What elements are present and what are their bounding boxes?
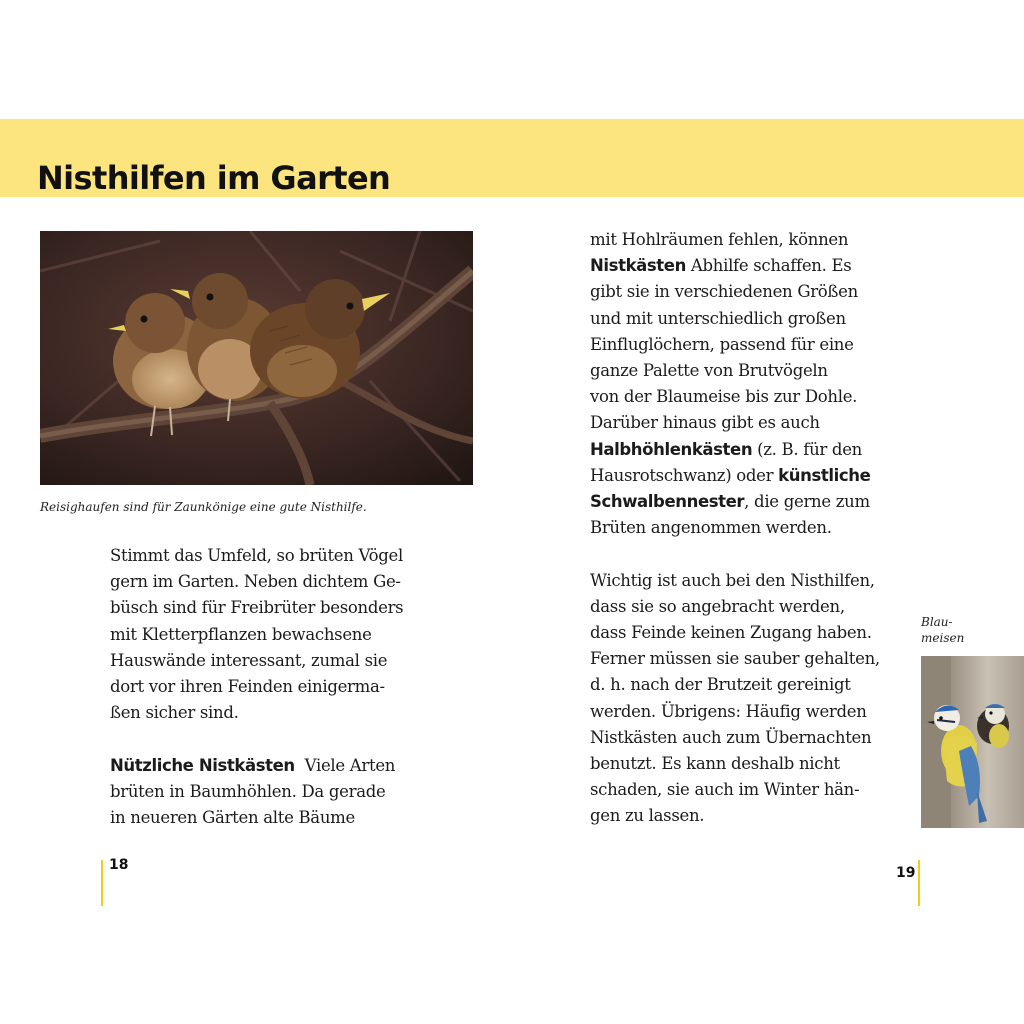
page-number-left: 18 xyxy=(109,857,129,873)
side-photo-label xyxy=(921,614,964,646)
text-line: Wichtig ist auch bei den Nisthilfen, xyxy=(590,570,875,590)
text-run: Abhilfe schaffen. Es xyxy=(685,256,852,276)
text-line xyxy=(590,253,920,279)
blue-tits-photo xyxy=(921,656,1024,828)
text-line: schaden, sie auch im Winter hän- xyxy=(590,780,860,800)
text-line xyxy=(590,463,920,489)
text-line: ganze Palette von Brutvögeln xyxy=(590,361,828,381)
text-line: Brüten angenommen werden. xyxy=(590,518,832,538)
text-line: mit Kletterpflanzen bewachsene xyxy=(110,624,372,644)
text-line: und mit unterschiedlich großen xyxy=(590,308,846,328)
keyword-schwalbennester: Schwalbennester xyxy=(590,492,745,512)
text-run: Viele Arten xyxy=(304,755,396,775)
text-line: in neueren Gärten alte Bäume xyxy=(110,808,355,828)
left-column-text xyxy=(110,543,470,831)
text-line: gern im Garten. Neben dichtem Ge- xyxy=(110,572,401,592)
text-line: brüten in Baumhöhlen. Da gerade xyxy=(110,781,386,801)
page-rule-right xyxy=(918,860,920,906)
keyword-halbhoehlenkaesten: Halbhöhlenkästen xyxy=(590,439,753,459)
text-run: , die gerne zum xyxy=(744,492,870,512)
text-line: mit Hohlräumen fehlen, können xyxy=(590,230,849,249)
subheading-line xyxy=(110,753,470,779)
text-line xyxy=(590,489,920,515)
text-line: werden. Übrigens: Häufig werden xyxy=(590,701,867,721)
page-rule-left xyxy=(101,860,103,906)
keyword-kuenstliche: künstliche xyxy=(778,465,871,485)
text-line: benutzt. Es kann deshalb nicht xyxy=(590,754,840,774)
page-number-right: 19 xyxy=(896,865,916,881)
keyword-nistkaesten: Nistkästen xyxy=(590,256,686,276)
subheading-nuetzliche-nistkaesten: Nützliche Nistkästen xyxy=(110,755,295,775)
text-run: (z. B. für den xyxy=(752,439,862,459)
text-line: Nistkästen auch zum Übernachten xyxy=(590,727,872,747)
text-line: dass Feinde keinen Zugang haben. xyxy=(590,623,872,643)
photo-caption: Reisighaufen sind für Zaunkönige eine gute Nisthilfe. xyxy=(40,500,367,514)
text-line: d. h. nach der Brutzeit gereinigt xyxy=(590,675,851,695)
text-line xyxy=(590,437,920,463)
side-label-line: meisen xyxy=(921,631,965,645)
text-line: von der Blaumeise bis zur Dohle. xyxy=(590,387,858,407)
text-line: Einfluglöchern, passend für eine xyxy=(590,334,854,354)
text-line: ßen sicher sind. xyxy=(110,703,239,723)
side-label-line: Blau- xyxy=(921,615,953,629)
right-column-text xyxy=(590,227,920,830)
text-line: dort vor ihren Feinden einigerma- xyxy=(110,677,385,697)
text-line: gen zu lassen. xyxy=(590,806,705,826)
text-line: Ferner müssen sie sauber gehalten, xyxy=(590,649,880,669)
text-run: Hausrotschwanz) oder xyxy=(590,465,779,485)
text-line: dass sie so angebracht werden, xyxy=(590,596,845,616)
wren-chicks-photo xyxy=(40,231,473,485)
text-line: büsch sind für Freibrüter besonders xyxy=(110,598,404,618)
text-line: Stimmt das Umfeld, so brüten Vögel xyxy=(110,546,403,565)
text-line: Hauswände interessant, zumal sie xyxy=(110,650,388,670)
page-title: Nisthilfen im Garten xyxy=(37,159,391,197)
text-line: gibt sie in verschiedenen Größen xyxy=(590,282,858,302)
text-line: Darüber hinaus gibt es auch xyxy=(590,413,820,433)
